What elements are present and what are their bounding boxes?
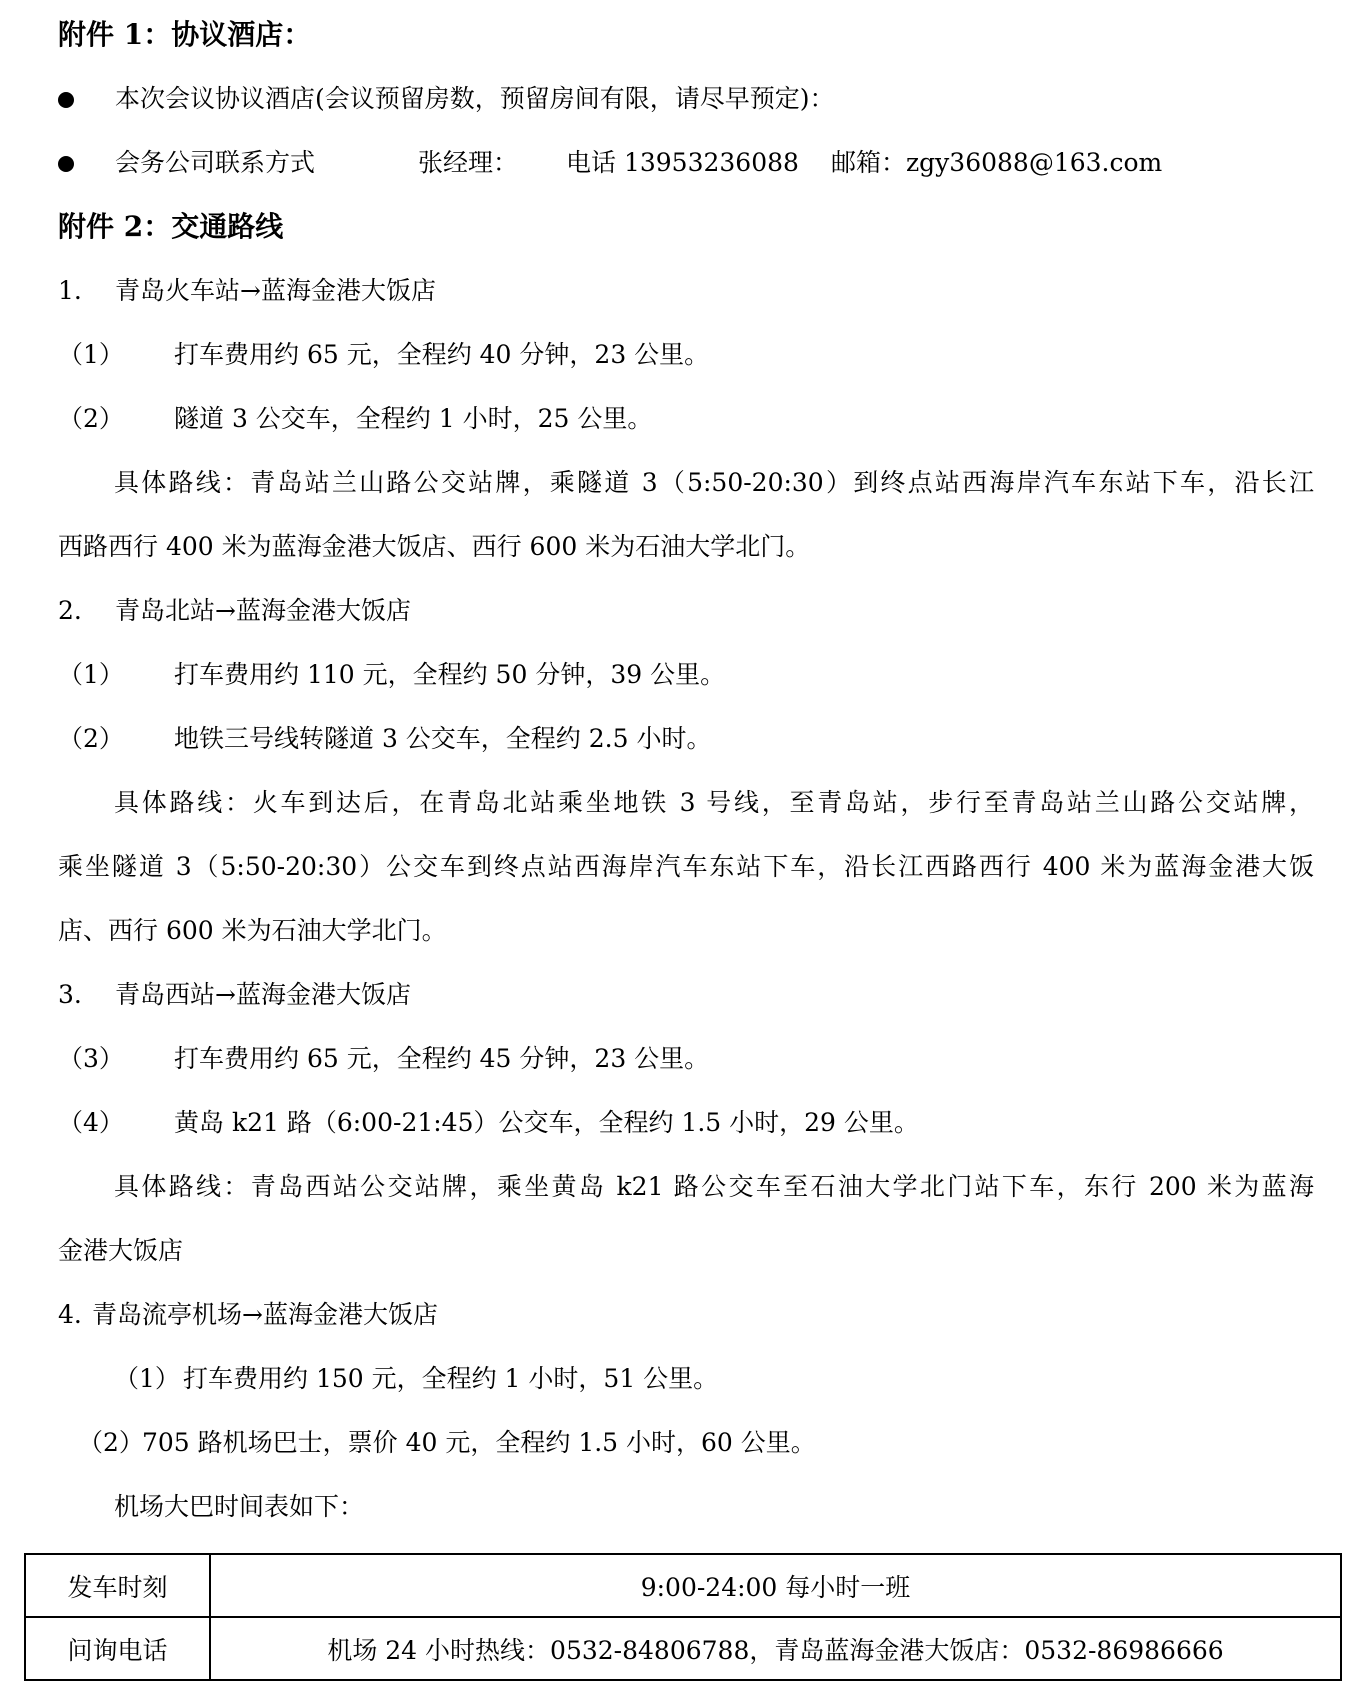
schedule-departure-label: 发车时刻 <box>25 1554 210 1617</box>
airport-bus-schedule-table <box>24 1553 1342 1681</box>
route-1-number: 1. <box>58 276 82 305</box>
route-4-number: 4. <box>58 1300 82 1329</box>
route-1-detail-line-1: 具体路线：青岛站兰山路公交站牌，乘隧道 3（5:50-20:30）到终点站西海岸汽车东站下车，沿长江 <box>114 468 1314 497</box>
route-1-option-1-label: （1） <box>58 340 124 369</box>
annex2-title: 附件 2：交通路线 <box>58 210 284 243</box>
route-4-option-2-label: （2） <box>78 1428 144 1457</box>
route-3-detail-line-1: 具体路线：青岛西站公交站牌，乘坐黄岛 k21 路公交车至石油大学北门站下车，东行 200 米为蓝海 <box>114 1172 1314 1201</box>
route-1-heading: 青岛火车站→蓝海金港大饭店 <box>115 276 436 305</box>
route-3-detail-line-2: 金港大饭店 <box>58 1236 184 1265</box>
route-2-option-2-text: 地铁三号线转隧道 3 公交车，全程约 2.5 小时。 <box>174 724 712 753</box>
table-row <box>25 1617 1341 1680</box>
route-1-detail-line-2: 西路西行 400 米为蓝海金港大饭店、西行 600 米为石油大学北门。 <box>58 532 811 561</box>
route-3-number: 3. <box>58 980 82 1009</box>
contact-phone: 电话 13953236088 <box>566 148 799 177</box>
route-1-option-2-label: （2） <box>58 404 124 433</box>
route-3-option-2-text: 黄岛 k21 路（6:00-21:45）公交车，全程约 1.5 小时，29 公里。 <box>174 1108 919 1137</box>
route-2-detail-line-1: 具体路线：火车到达后，在青岛北站乘坐地铁 3 号线，至青岛站，步行至青岛站兰山路公交站牌， <box>114 788 1314 817</box>
route-3-option-1-text: 打车费用约 65 元，全程约 45 分钟，23 公里。 <box>174 1044 710 1073</box>
contact-name: 张经理： <box>418 148 519 177</box>
route-2-option-1-text: 打车费用约 110 元，全程约 50 分钟，39 公里。 <box>174 660 726 689</box>
route-2-detail-line-3: 店、西行 600 米为石油大学北门。 <box>58 916 447 945</box>
route-1-option-2-text: 隧道 3 公交车，全程约 1 小时，25 公里。 <box>174 404 653 433</box>
annex1-bullet-contact: 会务公司联系方式 <box>115 148 316 177</box>
route-3-heading: 青岛西站→蓝海金港大饭店 <box>115 980 411 1009</box>
route-2-number: 2. <box>58 596 82 625</box>
schedule-phone-label: 问询电话 <box>25 1617 210 1680</box>
route-4-option-2-text: 705 路机场巴士，票价 40 元，全程约 1.5 小时，60 公里。 <box>142 1428 816 1457</box>
bullet-dot-icon <box>58 156 74 172</box>
route-2-heading: 青岛北站→蓝海金港大饭店 <box>115 596 411 625</box>
route-4-option-1-label: （1） <box>114 1364 180 1393</box>
annex1-title: 附件 1：协议酒店： <box>58 18 312 51</box>
annex1-bullet-hotel: 本次会议协议酒店(会议预留房数，预留房间有限，请尽早预定)： <box>115 84 835 113</box>
bullet-dot-icon <box>58 92 74 108</box>
route-3-option-1-label: （3） <box>58 1044 124 1073</box>
route-1-option-1-text: 打车费用约 65 元，全程约 40 分钟，23 公里。 <box>174 340 710 369</box>
route-2-option-1-label: （1） <box>58 660 124 689</box>
route-4-option-1-text: 打车费用约 150 元，全程约 1 小时，51 公里。 <box>183 1364 719 1393</box>
route-2-detail-line-2: 乘坐隧道 3（5:50-20:30）公交车到终点站西海岸汽车东站下车，沿长江西路西行 400 米为蓝海金港大饭 <box>58 852 1314 881</box>
schedule-departure-value: 9:00-24:00 每小时一班 <box>210 1554 1341 1617</box>
route-4-detail-line-1: 机场大巴时间表如下： <box>114 1492 365 1521</box>
route-2-option-2-label: （2） <box>58 724 124 753</box>
route-4-heading: 青岛流亭机场→蓝海金港大饭店 <box>92 1300 438 1329</box>
contact-email: 邮箱：zgy36088@163.com <box>831 148 1163 177</box>
table-row <box>25 1554 1341 1617</box>
schedule-phone-value: 机场 24 小时热线：0532-84806788，青岛蓝海金港大饭店：0532-86986666 <box>210 1617 1341 1680</box>
route-3-option-2-label: （4） <box>58 1108 124 1137</box>
